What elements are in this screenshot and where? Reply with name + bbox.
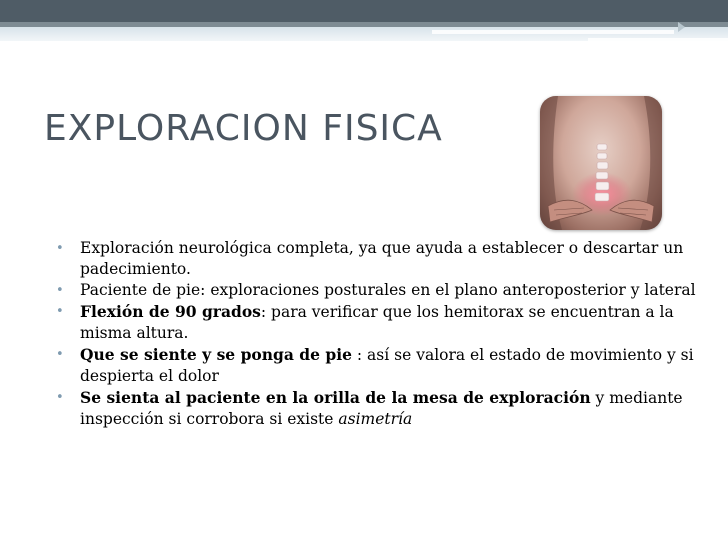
bullet-text-bold: Que se siente y se ponga de pie — [80, 345, 352, 364]
bullet-item — [56, 238, 696, 280]
bullet-text: : así se valora el estado de movimiento y si despierta el dolor — [80, 346, 694, 385]
bullet-text: y mediante — [590, 389, 683, 407]
bullet-item — [56, 301, 696, 344]
header-stripe — [588, 38, 728, 41]
bullet-text: : para verificar que los hemitorax se encuentran a la misma altura. — [80, 303, 674, 342]
bullet-icon: • — [56, 390, 64, 405]
header-stripe — [432, 30, 674, 34]
back-spine-photo — [540, 96, 662, 230]
continuation-text: inspección si corrobora si existe — [80, 410, 339, 428]
bullet-text: Exploración neurológica completa, ya que ayuda a establecer o descartar un padecimiento. — [80, 239, 684, 278]
bullet-icon: • — [56, 347, 64, 362]
slide-title: EXPLORACION FISICA — [44, 108, 443, 149]
bullet-list — [56, 238, 696, 430]
bullet-text: Paciente de pie: exploraciones posturales en el plano anteroposterior y lateral — [80, 281, 696, 299]
header-triangle-icon — [678, 22, 685, 32]
bullet-text-bold: Flexión de 90 grados — [80, 302, 261, 321]
continuation-emphasis: asimetría — [338, 410, 413, 428]
header-band — [0, 0, 728, 22]
bullet-icon: • — [56, 283, 64, 298]
bullet-item — [56, 387, 696, 409]
bullet-text-bold: Se sienta al paciente en la orilla de la mesa de exploración — [80, 388, 591, 407]
bullet-icon: • — [56, 241, 64, 256]
bullet-item — [56, 280, 696, 301]
continuation-line — [56, 409, 696, 430]
bullet-icon: • — [56, 304, 64, 319]
bullet-item — [56, 344, 696, 387]
